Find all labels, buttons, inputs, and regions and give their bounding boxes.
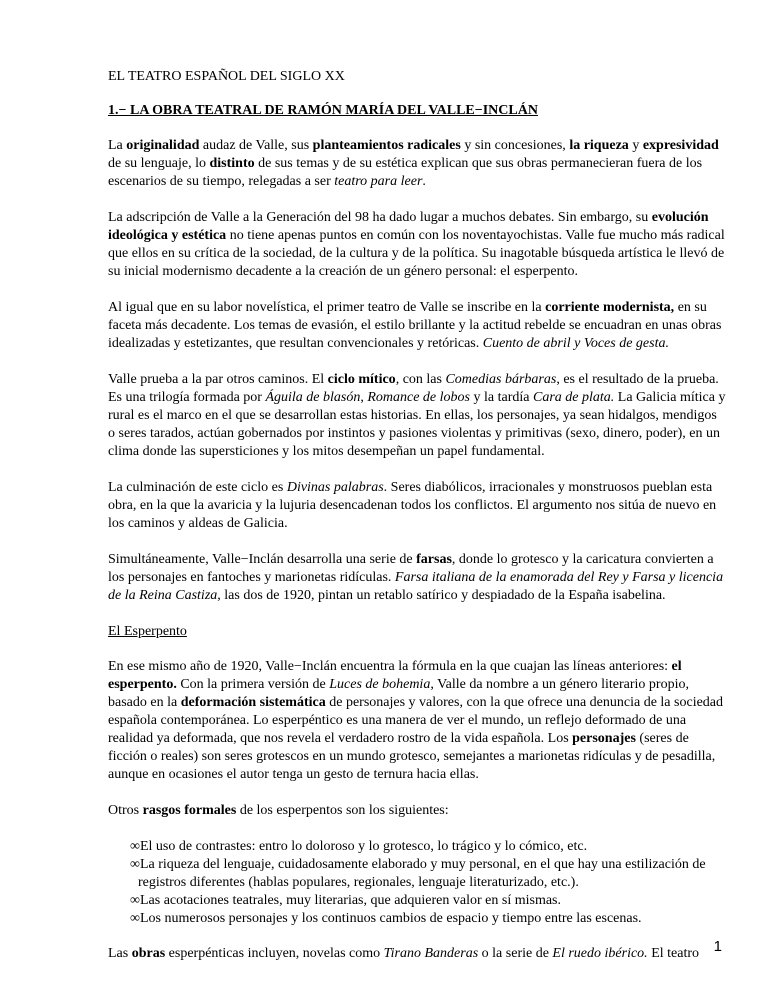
paragraph-ciclo-mitico xyxy=(108,371,726,461)
bold-term: personajes xyxy=(572,731,636,746)
text-run: o la serie de xyxy=(478,946,553,961)
bold-term: el esperpento. xyxy=(108,659,682,692)
text-run: de sus temas y de su estética explican que sus obras permanecieran fuera de los escenarios de su tiempo, relegadas a ser xyxy=(108,156,703,189)
italic-title: Cuento de abril y Voces de gesta. xyxy=(482,336,669,351)
text-run: de su lenguaje, lo xyxy=(108,156,210,171)
bold-term: originalidad xyxy=(126,138,200,153)
infinity-bullet-icon: ∞ xyxy=(130,839,140,854)
list-item-text: Los numerosos personajes y los continuos cambios de espacio y tiempo entre las escenas. xyxy=(139,911,642,926)
paragraph-modernista xyxy=(108,299,726,353)
italic-title: Romance de lobos xyxy=(367,390,470,405)
text-run: y xyxy=(628,138,643,153)
text-run: , con las xyxy=(395,372,446,387)
text-run: , las dos de 1920, pintan un retablo satírico y despiadado de la España isabelina. xyxy=(217,588,666,603)
list-item-text: La riqueza del lenguaje, cuidadosamente elaborado y muy personal, en el que hay una estilización de registros diferentes (hablas populares, regionales, lenguaje literaturizado, etc.). xyxy=(138,857,706,890)
bold-term: planteamientos radicales xyxy=(312,138,461,153)
infinity-bullet-icon: ∞ xyxy=(130,893,140,908)
italic-title: Luces de bohemia xyxy=(329,677,431,692)
text-run: Al igual que en su labor novelística, el primer teatro de Valle se inscribe en la xyxy=(108,300,546,315)
paragraph-divinas-palabras xyxy=(108,479,726,533)
text-run: de los esperpentos son los siguientes: xyxy=(236,803,449,818)
text-run: audaz de Valle, sus xyxy=(199,138,313,153)
paragraph-originalidad xyxy=(108,137,726,191)
paragraph-esperpento xyxy=(108,658,726,784)
text-run: y sin concesiones, xyxy=(460,138,570,153)
text-run: Valle prueba a la par otros caminos. El xyxy=(108,372,328,387)
text-run: En ese mismo año de 1920, Valle−Inclán encuentra la fórmula en la que cuajan las líneas anteriores: xyxy=(108,659,672,674)
italic-title: teatro para leer xyxy=(334,174,423,189)
italic-title: Comedias bárbaras xyxy=(445,372,557,387)
text-run: La xyxy=(108,138,127,153)
bold-term: expresividad xyxy=(642,138,719,153)
paragraph-rasgos-formales xyxy=(108,802,726,820)
italic-title: Águila de blasón xyxy=(265,390,361,405)
text-run: La Galicia mítica y rural es el marco en el que se desarrollan estas historias. En ellas, los personajes, ya sean hidalgos, mendigos o seres tarados, actúan gobernados por instintos y pasiones violentas y primitivas (sexo, dinero, poder), en un clima donde las supersticiones y los mitos desempeñan un papel fundamental. xyxy=(108,390,726,459)
text-run: Otros xyxy=(108,803,143,818)
text-run: Simultáneamente, Valle−Inclán desarrolla una serie de xyxy=(108,552,417,567)
bold-term: evolución ideológica y estética xyxy=(108,210,709,243)
list-item xyxy=(130,910,726,928)
bold-term: obras xyxy=(131,946,166,961)
text-run: El teatro xyxy=(647,946,699,961)
paragraph-obras xyxy=(108,945,726,963)
italic-title: Farsa italiana de la enamorada del Rey y Farsa y licencia de la Reina Castiza xyxy=(108,570,724,603)
text-run: de personajes y valores, con la que ofrece una denuncia de la sociedad española contemporánea. Lo esperpéntico es una manera de ver el mundo, un reflejo deformado de una realidad ya deformada, que nos revela el verdadero rostro de la vida española. Los xyxy=(108,695,724,746)
infinity-bullet-icon: ∞ xyxy=(130,911,140,926)
text-run: La culminación de este ciclo es xyxy=(108,480,287,495)
page-number: 1 xyxy=(713,938,722,955)
text-run: . Seres diabólicos, irracionales y monstruosos pueblan esta obra, en la que la avaricia y la lujuria desencadenan todos los conflictos. El argumento nos sitúa de nuevo en los caminos y aldeas de Galicia. xyxy=(108,480,717,531)
text-run: en su faceta más decadente. Los temas de evasión, el estilo brillante y la actitud rebelde se encuadran en unas obras idealizadas y estetizantes, que resultan convencionales y retóricas. xyxy=(108,300,722,351)
italic-title: Tirano Banderas xyxy=(383,946,479,961)
list-item xyxy=(130,892,726,910)
text-run: Con la primera versión de xyxy=(176,677,330,692)
document-body xyxy=(108,68,726,981)
list-item xyxy=(130,856,726,892)
bold-term: ciclo mítico xyxy=(327,372,396,387)
text-run: La adscripción de Valle a la Generación del 98 ha dado lugar a muchos debates. Sin embargo, su xyxy=(108,210,652,225)
infinity-bullet-icon: ∞ xyxy=(130,857,140,872)
document-title: EL TEATRO ESPAÑOL DEL SIGLO XX xyxy=(108,69,345,84)
text-run: , Valle da nombre a un género literario propio, basado en la xyxy=(108,677,689,710)
list-item-text: Las acotaciones teatrales, muy literarias, que adquieren valor en sí mismas. xyxy=(139,893,561,908)
text-run: Las xyxy=(108,946,132,961)
text-run: (seres de ficción o reales) son seres grotescos en un mundo grotesco, semejantes a marionetas ridículas y de pesadilla, aunque en ocasiones el autor tenga un gesto de ternura hacia ellas. xyxy=(108,731,716,782)
text-run: , es el resultado de la prueba. Es una trilogía formada por xyxy=(108,372,719,405)
subsection-title: El Esperpento xyxy=(108,624,187,639)
section-title: 1.− LA OBRA TEATRAL DE RAMÓN MARÍA DEL VALLE−INCLÁN xyxy=(108,103,538,118)
list-item-text: El uso de contrastes: entro lo doloroso y lo grotesco, lo trágico y lo cómico, etc. xyxy=(139,839,588,854)
italic-title: El ruedo ibérico. xyxy=(552,946,648,961)
italic-title: Cara de plata. xyxy=(532,390,615,405)
paragraph-generacion-98 xyxy=(108,209,726,281)
bold-term: deformación sistemática xyxy=(180,695,326,710)
text-run: no tiene apenas puntos en común con los noventayochistas. Valle fue mucho más radical que ellos en su crítica de la sociedad, de la cultura y de la política. Su inagotable búsqueda artística le llevó de su inicial modernismo decadente a la creación de un género personal: el esperpento. xyxy=(108,228,725,279)
italic-title: Divinas palabras xyxy=(286,480,384,495)
text-run: . xyxy=(422,174,426,189)
paragraph-farsas xyxy=(108,551,726,605)
text-run: esperpénticas incluyen, novelas como xyxy=(165,946,384,961)
text-run: , xyxy=(360,390,368,405)
text-run: y la tardía xyxy=(470,390,533,405)
bold-term: distinto xyxy=(209,156,255,171)
list-item xyxy=(130,838,726,856)
features-list xyxy=(108,838,726,928)
text-run: , donde lo grotesco y la caricatura convierten a los personajes en fantoches y marionetas ridículas. xyxy=(108,552,714,585)
bold-term: corriente modernista, xyxy=(545,300,675,315)
bold-term: la riqueza xyxy=(569,138,629,153)
bold-term: rasgos formales xyxy=(142,803,237,818)
bold-term: farsas xyxy=(416,552,452,567)
